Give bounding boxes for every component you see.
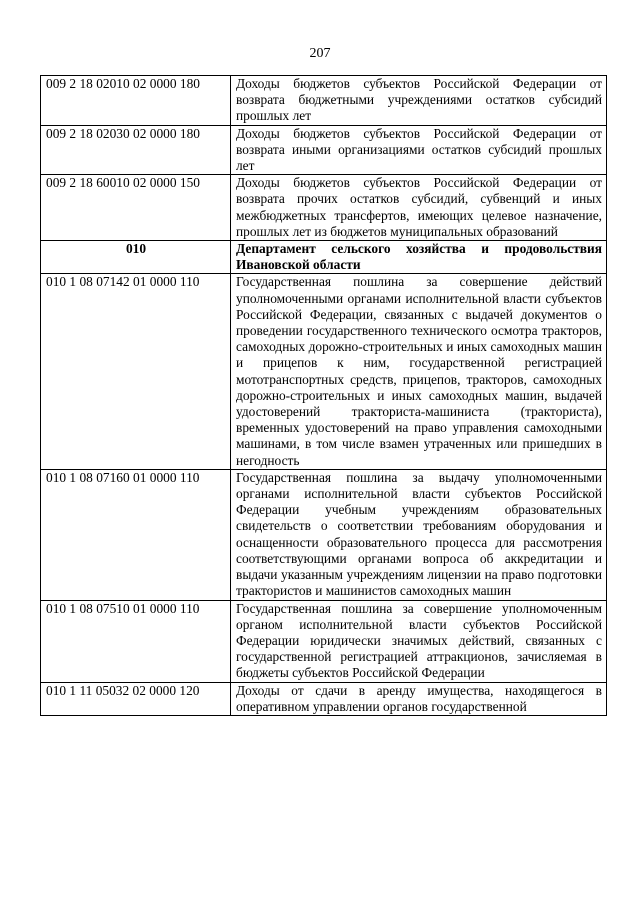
budget-code-cell: 010 [41, 241, 231, 274]
budget-code-cell: 010 1 08 07510 01 0000 110 [41, 600, 231, 682]
table-body [41, 76, 607, 716]
budget-classification-table [40, 75, 607, 716]
table-row [41, 274, 607, 469]
description-cell: Доходы бюджетов субъектов Российской Федерации от возврата бюджетными учреждениями остатков субсидий прошлых лет [231, 76, 607, 126]
budget-code-cell: 009 2 18 60010 02 0000 150 [41, 175, 231, 241]
table-row [41, 125, 607, 175]
table-row [41, 682, 607, 715]
table-row-department [41, 241, 607, 274]
description-cell: Доходы от сдачи в аренду имущества, находящегося в оперативном управлении органов государственной [231, 682, 607, 715]
budget-code-cell: 009 2 18 02010 02 0000 180 [41, 76, 231, 126]
description-cell: Государственная пошлина за совершение уполномоченным органом исполнительной власти субъектов Российской Федерации юридически значимых действий, связанных с государственной регистрацией аттракционов, зачисляемая в бюджеты субъектов Российской Федерации [231, 600, 607, 682]
budget-code-cell: 009 2 18 02030 02 0000 180 [41, 125, 231, 175]
table-row [41, 175, 607, 241]
description-cell: Доходы бюджетов субъектов Российской Федерации от возврата прочих остатков субсидий, субвенций и иных межбюджетных трансфертов, имеющих целевое назначение, прошлых лет из бюджетов муниципальных образований [231, 175, 607, 241]
budget-code-cell: 010 1 08 07160 01 0000 110 [41, 469, 231, 600]
budget-code-cell: 010 1 08 07142 01 0000 110 [41, 274, 231, 469]
description-cell: Государственная пошлина за совершение действий уполномоченными органами исполнительной власти субъектов Российской Федерации, связанных с выдачей документов о проведении государственного технического осмотра тракторов, самоходных дорожно-строительных и иных самоходных машин и прицепов к ним, государственной регистрацией мототранспортных средств, прицепов, тракторов, самоходных дорожно-строительных и иных самоходных машин, выдачей удостоверений тракториста-машиниста (тракториста), временных удостоверений на право управления самоходными машинами, в том числе взамен утраченных или пришедших в негодность [231, 274, 607, 469]
page-number: 207 [309, 46, 331, 61]
table-row [41, 76, 607, 126]
description-cell: Государственная пошлина за выдачу уполномоченными органами исполнительной власти субъектов Российской Федерации учебным учреждениям образовательных свидетельств о соответствии требованиям оборудования и оснащенности образовательного процесса для рассмотрения соответствующими органами вопроса об аккредитации и выдачи указанным учреждениям лицензии на право подготовки трактористов и машинистов самоходных машин [231, 469, 607, 600]
description-cell: Доходы бюджетов субъектов Российской Федерации от возврата иными организациями остатков субсидий прошлых лет [231, 125, 607, 175]
table-row [41, 469, 607, 600]
budget-code-cell: 010 1 11 05032 02 0000 120 [41, 682, 231, 715]
table-row [41, 600, 607, 682]
description-cell: Департамент сельского хозяйства и продовольствия Ивановской области [231, 241, 607, 274]
